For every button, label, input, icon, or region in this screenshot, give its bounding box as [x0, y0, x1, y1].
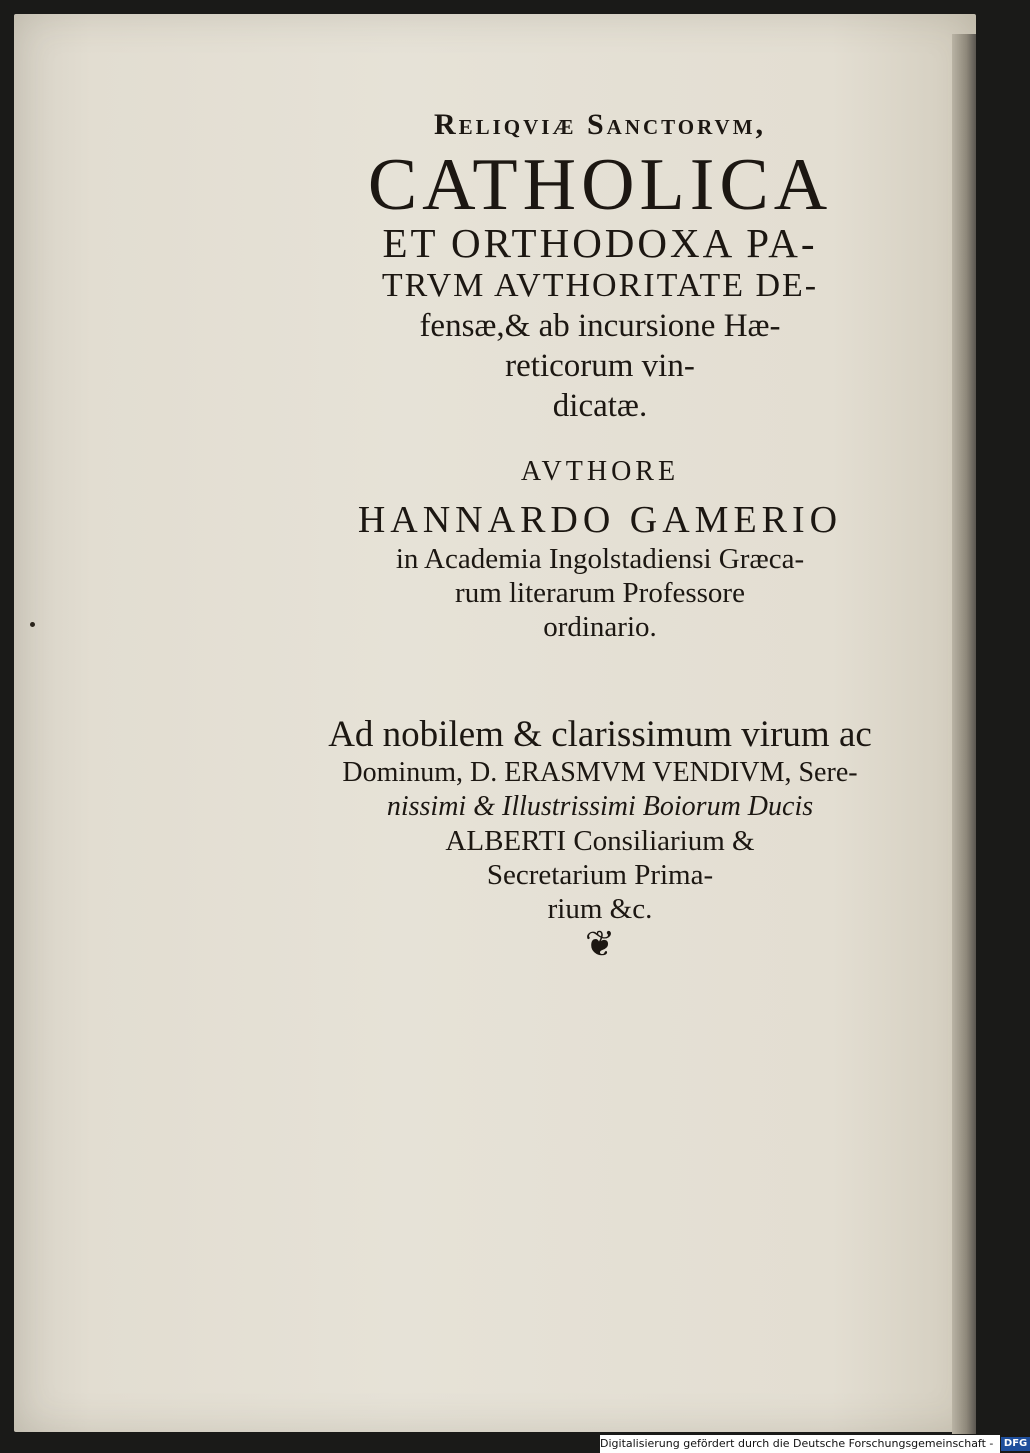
dedication-line-2: Dominum, D. ERASMVM VENDIVM, Sere-	[342, 757, 858, 788]
title-line-5: fensæ,& ab incursione Hæ-	[419, 308, 781, 344]
title-line-7: dicatæ.	[552, 388, 648, 424]
title-line-1: Reliqviæ Sanctorvm,	[433, 108, 767, 141]
title-block	[270, 100, 930, 962]
title-line-3: ET ORTHODOXA PA-	[382, 220, 818, 266]
dedication-line-4: ALBERTI Consiliarium &	[445, 825, 755, 857]
digitization-footer	[600, 1435, 1028, 1453]
institution-line-1: in Academia Ingolstadiensi Græca-	[395, 543, 805, 575]
institution-line-3: ordinario.	[543, 611, 657, 643]
footer-text: Digitalisierung gefördert durch die Deutsche Forschungsgemeinschaft -	[600, 1437, 994, 1450]
ink-spot	[30, 622, 35, 627]
page-edge	[952, 34, 976, 1434]
dedication-line-1: Ad nobilem & clarissimum virum ac	[328, 714, 872, 755]
institution-line-2: rum literarum Professore	[455, 577, 745, 609]
title-line-4: TRVM AVTHORITATE DE-	[381, 267, 819, 304]
dedication-line-6: rium &c.	[547, 893, 653, 925]
title-line-6: reticorum vin-	[505, 348, 695, 384]
dfg-logo: DFG	[1001, 1437, 1030, 1451]
title-line-2: CATHOLICA	[367, 144, 833, 226]
ornament-icon: ❦	[584, 924, 616, 964]
dedication-line-3: nissimi & Illustrissimi Boiorum Ducis	[386, 791, 814, 822]
author-name: HANNARDO GAMERIO	[357, 499, 843, 541]
author-label: AVTHORE	[520, 456, 680, 487]
dedication-line-5: Secretarium Prima-	[486, 859, 714, 891]
